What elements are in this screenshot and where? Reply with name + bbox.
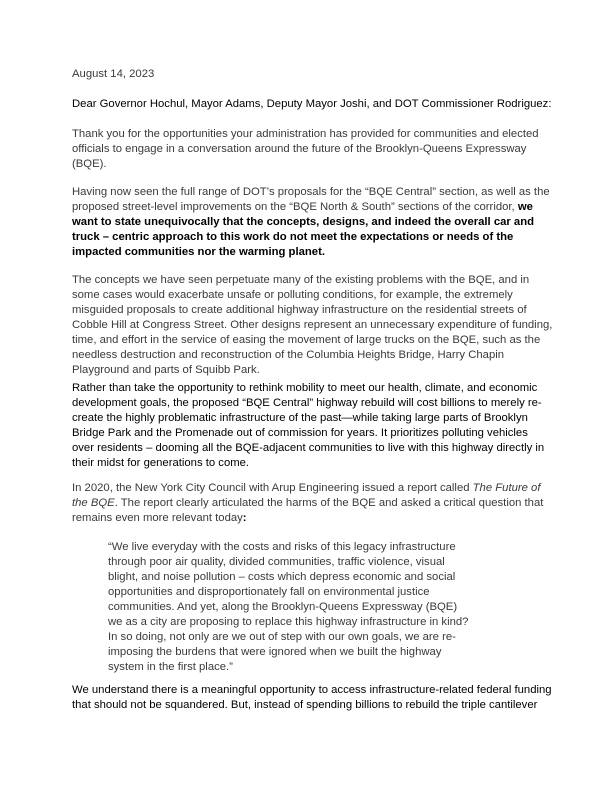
date-text: August 14, 2023 [72, 68, 155, 80]
letter-date [72, 67, 542, 82]
paragraph-line: some cases would exacerbate unsafe or polluting conditions, for example, the extremely [72, 289, 513, 301]
paragraph-line: needless destruction and reconstruction of the Columbia Heights Bridge, Harry Chapin [72, 349, 505, 361]
quote-line: we as a city are proposing to replace this highway infrastructure in kind? [108, 616, 469, 628]
paragraph-line: Having now seen the full range of DOT’s proposals for the “BQE Central” section, as well as the [72, 186, 550, 198]
emphasis-line: truck – centric approach to this work do not meet the expectations or needs of the [72, 231, 514, 243]
block-quote [108, 540, 508, 675]
paragraph-line: Playground and parts of Squibb Park. [72, 364, 260, 376]
paragraph-concepts [72, 273, 553, 378]
paragraph-line: Thank you for the opportunities your administration has provided for communities and elected [72, 128, 539, 140]
paragraph-funding [72, 683, 552, 713]
quote-line: through poor air quality, divided communities, traffic violence, visual [108, 556, 445, 568]
quote-line: system in the first place.” [108, 661, 233, 673]
paragraph-line: misguided proposals to create additional highway infrastructure on the residential streets of [72, 304, 527, 316]
paragraph-line: officials to engage in a conversation around the future of the Brooklyn-Queens Expressway [72, 143, 527, 155]
salutation [72, 97, 552, 112]
paragraph-text: . The report clearly articulated the harms of the BQE and asked a critical question that [114, 497, 544, 509]
paragraph-line: Rather than take the opportunity to rethink mobility to meet our health, climate, and economic [72, 382, 538, 394]
paragraph-line: Bridge Park and the Promenade out of commission for years. It prioritizes polluting vehicles [72, 427, 528, 439]
paragraph-line: The concepts we have seen perpetuate many of the existing problems with the BQE, and in [72, 274, 530, 286]
paragraph-line: create the highly problematic infrastructure of the past—while taking large parts of Brooklyn [72, 412, 528, 424]
quote-line: “We live everyday with the costs and risks of this legacy infrastructure [108, 541, 456, 553]
paragraph-text: proposed street-level improvements on the “BQE North & South” sections of the corridor, [72, 201, 518, 213]
paragraph-line: their midst for generations to come. [72, 457, 250, 469]
paragraph-line: development goals, the proposed “BQE Central” highway rebuild will cost billions to merely re- [72, 397, 542, 409]
paragraph-line: that should not be squandered. But, instead of spending billions to rebuild the triple cantilever [72, 699, 538, 711]
paragraph-line: (BQE). [72, 158, 107, 170]
salutation-text: Dear Governor Hochul, Mayor Adams, Deputy Mayor Joshi, and DOT Commissioner Rodriguez: [72, 98, 552, 110]
paragraph-report [72, 481, 542, 526]
report-title: the BQE [72, 497, 115, 509]
paragraph-line [72, 511, 542, 526]
quote-line: imposing the burdens that were ignored when we built the highway [108, 646, 442, 658]
paragraph-thanks [72, 127, 542, 172]
emphasis-text: : [242, 512, 247, 524]
paragraph-line: time, and effort in the service of easing the movement of large trucks on the BQE, such as the [72, 334, 541, 346]
paragraph-line: Cobble Hill at Congress Street. Other designs represent an unnecessary expenditure of funding, [72, 319, 553, 331]
paragraph-proposals [72, 185, 550, 260]
paragraph-line [72, 496, 542, 511]
quote-line: blight, and noise pollution – costs which depress economic and social [108, 571, 456, 583]
paragraph-line [72, 200, 542, 215]
paragraph-line [72, 481, 542, 496]
paragraph-text: remains even more relevant today [72, 512, 243, 524]
quote-line: communities. And yet, along the Brooklyn-Queens Expressway (BQE) [108, 601, 458, 613]
report-title: The Future of [472, 482, 541, 494]
paragraph-rethink [72, 381, 545, 471]
paragraph-text: In 2020, the New York City Council with Arup Engineering issued a report called [72, 482, 473, 494]
paragraph-line: We understand there is a meaningful opportunity to access infrastructure-related federal funding [72, 684, 552, 696]
paragraph-line: over residents – dooming all the BQE-adjacent communities to live with this highway directly in [72, 442, 545, 454]
quote-line: opportunities and disproportionately fall on environmental justice [108, 586, 430, 598]
quote-line: In so doing, not only are we out of step with our own goals, we are re- [108, 631, 456, 643]
emphasis-line: want to state unequivocally that the concepts, designs, and indeed the overall car and [72, 216, 535, 228]
emphasis-text: we [517, 201, 533, 213]
emphasis-line: impacted communities nor the warming planet. [72, 246, 325, 258]
